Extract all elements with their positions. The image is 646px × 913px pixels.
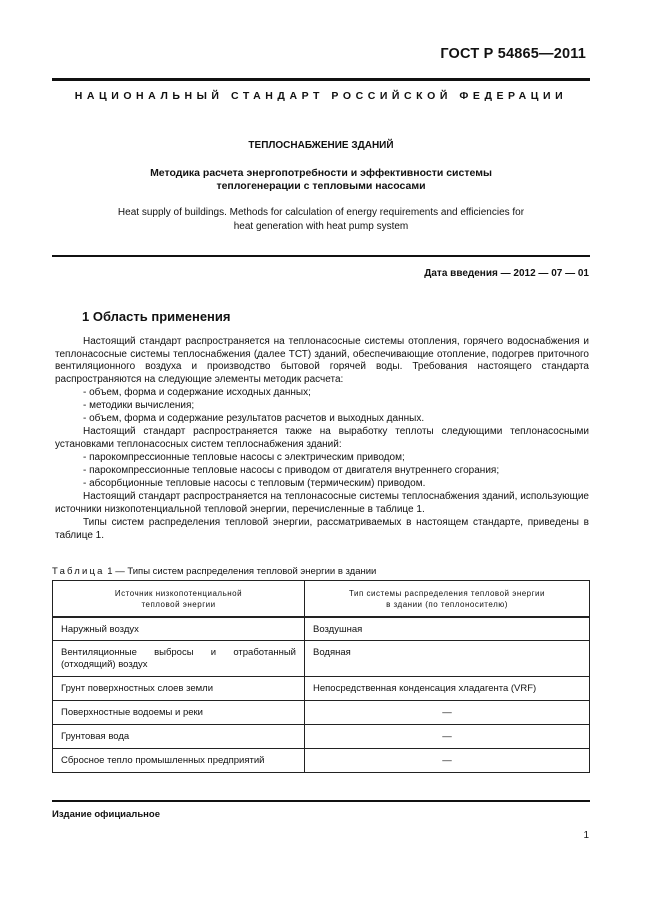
table-cell-source: Поверхностные водоемы и реки [53, 701, 305, 725]
paragraph-sources: Настоящий стандарт распространяется на теплонасосные системы теплоснабжения зданий, использующие источники низкопотенциальной тепловой энергии, перечисленные в таблице 1. [55, 491, 589, 515]
top-rule [52, 78, 590, 81]
section-heading: 1 Область применения [82, 309, 231, 324]
table-cell-type: Непосредственная конденсация хладагента (VRF) [305, 677, 590, 701]
page-number: 1 [583, 830, 589, 841]
list-item: - абсорбционные тепловые насосы с тепловым (термическим) приводом. [83, 478, 426, 489]
table-row [53, 701, 590, 725]
paragraph-scope: Настоящий стандарт распространяется на теплонасосные системы отопления, горячего водоснабжения и теплонасосные системы теплоснабжения (далее ТСТ) зданий, обеспечивающие отопление, подогрев приточного вентиляционного воздуха и производство бытовой горячей воды. Требования настоящего стандарта распространяются на следующие элементы методик расчета: [55, 336, 589, 386]
english-title-line-1: Heat supply of buildings. Methods for calculation of energy requirements and efficiencies for [117, 207, 525, 218]
table-row [53, 641, 590, 677]
document-subtitle [52, 167, 590, 193]
table-caption-prefix: Таблица [52, 566, 105, 577]
table-cell-source: Сбросное тепло промышленных предприятий [53, 749, 305, 773]
table-cell-type: — [305, 725, 590, 749]
list-item: - парокомпрессионные тепловые насосы с приводом от двигателя внутреннего сгорания; [83, 465, 500, 476]
table-cell-source: Грунт поверхностных слоев земли [53, 677, 305, 701]
table-header-system-type: Тип системы распределения тепловой энергии в здании (по теплоносителю) [305, 581, 590, 617]
table-caption-text: 1 — Типы систем распределения тепловой энергии в здании [107, 566, 377, 577]
table-cell-type: Водяная [305, 641, 590, 677]
bottom-rule [52, 800, 590, 802]
table-heat-distribution-types [52, 580, 590, 773]
table-header-source: Источник низкопотенциальной тепловой энергии [53, 581, 305, 617]
table-cell-source: Грунтовая вода [53, 725, 305, 749]
english-title-line-2: heat generation with heat pump system [233, 220, 409, 232]
middle-rule [52, 255, 590, 257]
subtitle-line-1: Методика расчета энергопотребности и эффективности системы [150, 167, 492, 179]
table-cell-type: Воздушная [305, 617, 590, 641]
list-item: - объем, форма и содержание результатов расчетов и выходных данных. [83, 413, 425, 424]
paragraph-heat-production: Настоящий стандарт распространяется также на выработку теплоты следующими теплонасосными установками теплонасосных систем теплоснабжения зданий: [55, 426, 589, 450]
introduction-date: Дата введения — 2012 — 07 — 01 [424, 268, 589, 279]
table-row [53, 617, 590, 641]
table-cell-source: Вентиляционные выбросы и отработанный (отходящий) воздух [53, 641, 305, 677]
document-number: ГОСТ Р 54865—2011 [440, 46, 586, 62]
table-caption [52, 566, 376, 577]
english-title [52, 206, 590, 233]
table-cell-source: Наружный воздух [53, 617, 305, 641]
table-header-row [53, 581, 590, 617]
table-cell-type: — [305, 749, 590, 773]
table-row [53, 677, 590, 701]
document-title: ТЕПЛОСНАБЖЕНИЕ ЗДАНИЙ [248, 140, 394, 151]
national-standard-title: НАЦИОНАЛЬНЫЙ СТАНДАРТ РОССИЙСКОЙ ФЕДЕРАЦИИ [74, 90, 568, 102]
official-edition-label: Издание официальное [52, 809, 160, 820]
paragraph-distribution-types: Типы систем распределения тепловой энергии, рассматриваемых в настоящем стандарте, приведены в таблице 1. [55, 517, 589, 541]
list-item: - парокомпрессионные тепловые насосы с электрическим приводом; [83, 452, 405, 463]
list-item: - объем, форма и содержание исходных данных; [83, 387, 311, 398]
table-row [53, 725, 590, 749]
table-row [53, 749, 590, 773]
list-item: - методики вычисления; [83, 400, 195, 411]
table-cell-type: — [305, 701, 590, 725]
subtitle-line-2: теплогенерации с тепловыми насосами [216, 180, 426, 192]
